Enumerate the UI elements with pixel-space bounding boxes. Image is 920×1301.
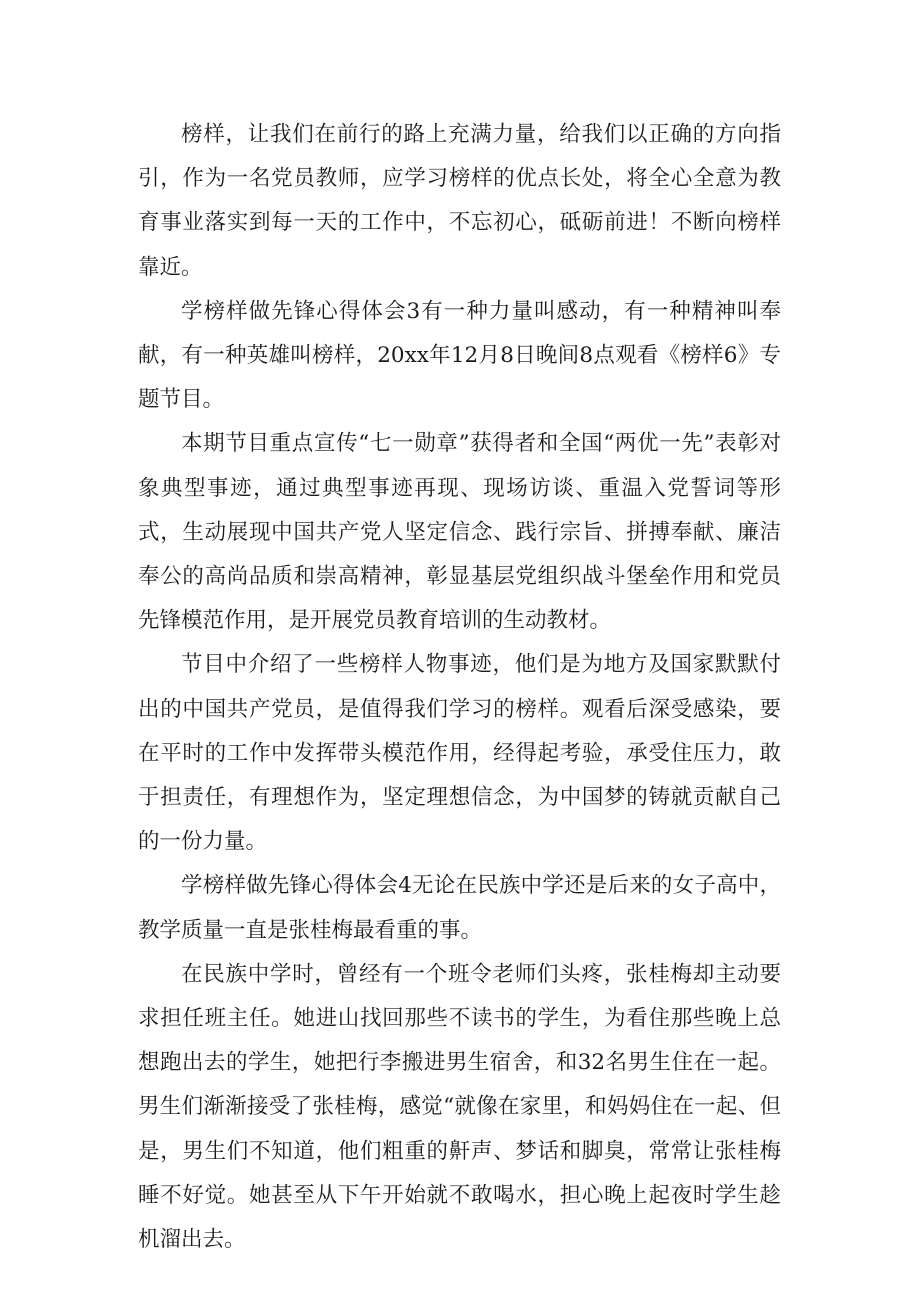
paragraph-6: 在民族中学时，曾经有一个班令老师们头疼，张桂梅却主动要求担任班主任。她进山找回那些不读书的学生，为看住那些晚上总想跑出去的学生，她把行李搬进男生宿舍，和32名男生住在一起。男生们渐渐接受了张桂梅，感觉“就像在家里，和妈妈住在一起、但是，男生们不知道，他们粗重的鼾声、梦话和脚臭，常常让张桂梅睡不好觉。她甚至从下午开始就不敢喝水，担心晚上起夜时学生趁机溜出去。 — [138, 961, 781, 1253]
paragraph-5: 学榜样做先锋心得体会4无论在民族中学还是后来的女子高中，教学质量一直是张桂梅最看重的事。 — [138, 873, 781, 943]
paragraph-2: 学榜样做先锋心得体会3有一种力量叫感动，有一种精神叫奉献，有一种英雄叫榜样，20xx年12月8日晚间8点观看《榜样6》专题节目。 — [138, 298, 781, 413]
paragraph-4: 节目中介绍了一些榜样人物事迹，他们是为地方及国家默默付出的中国共产党员，是值得我们学习的榜样。观看后深受感染，要在平时的工作中发挥带头模范作用，经得起考验，承受住压力，敢于担责任，有理想作为，坚定理想信念，为中国梦的铸就贡献自己的一份力量。 — [138, 652, 781, 855]
document-body — [138, 113, 781, 1262]
paragraph-1: 榜样，让我们在前行的路上充满力量，给我们以正确的方向指引，作为一名党员教师，应学习榜样的优点长处，将全心全意为教育事业落实到每一天的工作中，不忘初心，砥砺前进！不断向榜样靠近。 — [138, 122, 781, 280]
paragraph-3: 本期节目重点宣传“七一勋章”获得者和全国“两优一先”表彰对象典型事迹，通过典型事迹再现、现场访谈、重温入党誓词等形式，生动展现中国共产党人坚定信念、践行宗旨、拼搏奉献、廉洁奉公的高尚品质和崇高精神，彰显基层党组织战斗堡垒作用和党员先锋模范作用，是开展党员教育培训的生动教材。 — [138, 431, 781, 634]
